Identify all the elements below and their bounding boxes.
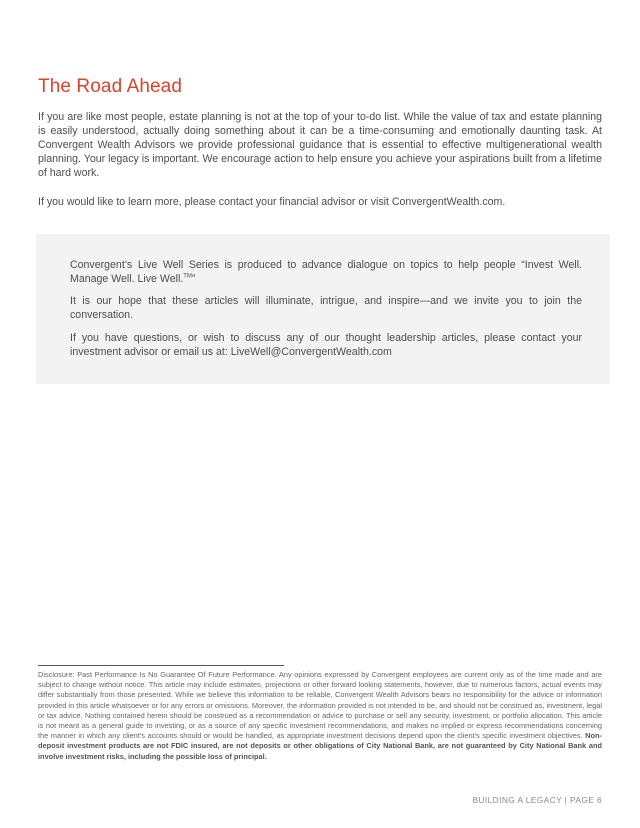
callout-paragraph-contact-email: If you have questions, or wish to discuss any of our thought leadership articles, please contact your investment advisor or email us at: LiveWell@ConvergentWealth.com (70, 332, 582, 358)
trademark-mark: TM (183, 273, 192, 280)
live-well-callout-box (36, 234, 610, 384)
callout-paragraph-invite: It is our hope that these articles will illuminate, intrigue, and inspire—and we invite you to join the conversation. (70, 295, 582, 321)
callout-closing-quote: ” (191, 273, 196, 285)
disclosure-bold-notice: Non-deposit investment products are not FDIC insured, are not deposits or other obligations of City National Bank, are not guaranteed by City National Bank and involve investment risks, including the possible loss of principal. (38, 731, 602, 761)
disclosure-text (38, 670, 602, 762)
section-title: The Road Ahead (38, 76, 183, 97)
body-paragraph-contact: If you would like to learn more, please contact your financial advisor or visit ConvergentWealth.com. (38, 196, 506, 208)
page-footer-label: BUILDING A LEGACY | PAGE 6 (472, 795, 602, 805)
callout-paragraph-series (70, 258, 582, 286)
callout-series-text: Convergent’s Live Well Series is produced to advance dialogue on topics to help people “Invest Well. Manage Well. Live Well. (70, 259, 582, 285)
footnote-divider (38, 665, 284, 666)
body-paragraph-estate-planning: If you are like most people, estate planning is not at the top of your to-do list. While the value of tax and estate planning is easily understood, actually doing something about it can be a time-consuming and emotionally daunting task. At Convergent Wealth Advisors we provide professional guidance that is essential to effective multigenerational wealth planning. Your legacy is important. We encourage action to help ensure you achieve your aspirations built from a lifetime of hard work. (38, 111, 602, 179)
disclosure-body: Disclosure: Past Performance Is No Guarantee Of Future Performance. Any opinions expressed by Convergent employees are current only as of the time made and are subject to change without notice. This article may include estimates, projections or other forward looking statements, however, due to numerous factors, actual events may differ substantially from those presented. While we believe this information to be reliable, Convergent Wealth Advisors bears no responsibility for the advice or information provided in this article whatsoever or for any errors or omissions. Moreover, the information provided is not intended to be, and should not be construed as, investment, legal or tax advice. Nothing contained herein should be construed as a recommendation or advice to purchase or sell any security, investment, or portfolio allocation. This article is not meant as a general guide to investing, or as a source of any specific investment recommendations, and makes no implied or express recommendations concerning the manner in which any client's accounts should or would be handled, as appropriate investment decisions depend upon the client's specific investment objectives. (38, 670, 602, 741)
